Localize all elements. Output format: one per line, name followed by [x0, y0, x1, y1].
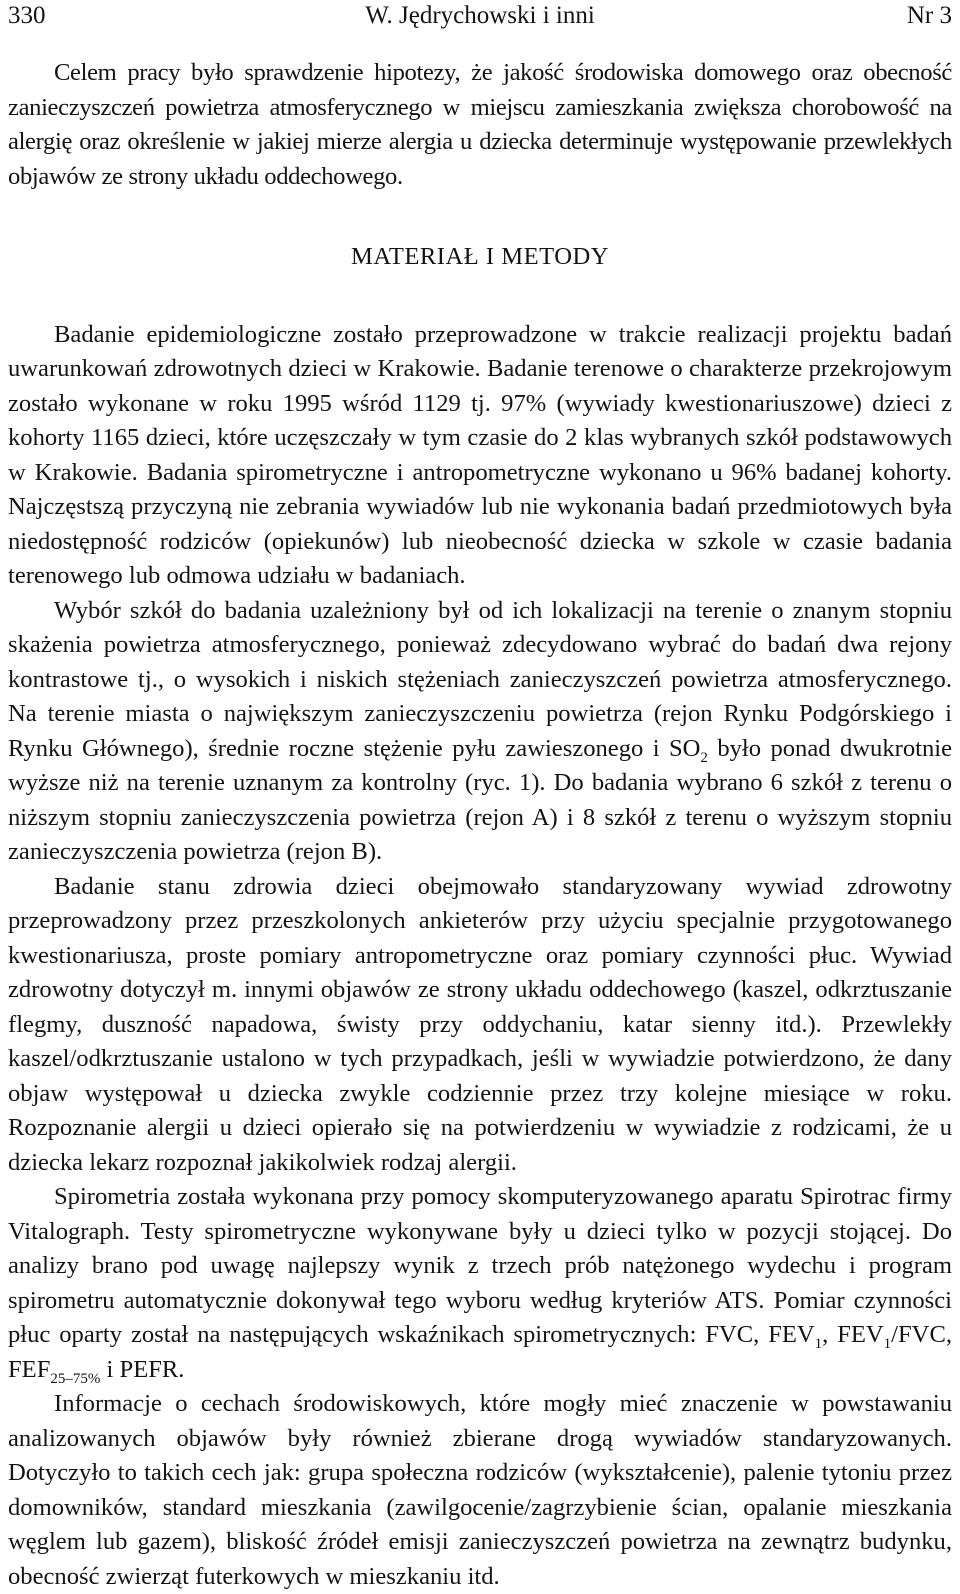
subscript: 1 [883, 1335, 892, 1352]
paragraph-health-survey: Badanie stanu zdrowia dzieci obejmowało standaryzowany wywiad zdrowotny przeprowadzony przez przeszkolonych ankieterów przy użyciu specjalnie przygotowanego kwestionariusza, proste pomiary antropometryczne oraz pomiary czynności płuc. Wywiad zdrowotny dotyczył m. innymi objawów ze strony układu oddechowego (kaszel, odkrztuszanie flegmy, duszność napadowa, świsty przy oddychaniu, katar sienny itd.). Przewlekły kaszel/odkrztuszanie ustalono w tych przypadkach, jeśli w wywiadzie potwierdzono, że dany objaw występował u dziecka zwykle codziennie przez trzy kolejne miesiące w roku. Rozpoznanie alergii u dzieci opierało się na potwierdzeniu w wywiadzie z rodzicami, że u dziecka lekarz rozpoznał jakikolwiek rodzaj alergii. [8, 872, 952, 1176]
paragraph-text: /FVC, FEF [8, 1321, 952, 1383]
paragraph-spirometry [8, 1180, 952, 1387]
running-header [8, 0, 952, 34]
page-number: 330 [8, 2, 46, 29]
paragraph-text: Wybór szkół do badania uzależniony był od ich lokalizacji na terenie o znanym stopniu skażenia powietrza atmosferycznego, ponieważ zdecydowano wybrać do badań dwa rejony kontrastowe tj., o wysokich i niskich stężeniach zanieczyszczeń powietrza atmosferycznego. Na terenie miasta o największym zanieczyszczeniu powietrza (rejon Rynku Podgórskiego i Rynku Głównego), średnie roczne stężenie pyłu zawieszonego i SO [8, 596, 952, 762]
article-body [8, 56, 952, 1594]
paragraph-text: było ponad dwukrotnie wyższe niż na terenie uznanym za kontrolny (ryc. 1). Do badania wybrano 6 szkół z terenu o niższym stopniu zanieczyszczenia powietrza (rejon A) i 8 szkół z terenu o wyższym stopniu zanieczyszczenia powietrza (rejon B). [8, 734, 952, 865]
paragraph-text: i PEFR. [100, 1355, 185, 1383]
subscript: 1 [814, 1335, 823, 1352]
paragraph-text: , FEV [822, 1321, 884, 1348]
subscript: 25–75% [50, 1370, 101, 1387]
subscript: 2 [700, 749, 708, 766]
section-heading: MATERIAŁ I METODY [350, 243, 610, 270]
intro-paragraph: Celem pracy było sprawdzenie hipotezy, że jakość środowiska domowego oraz obecność zanieczyszczeń powietrza atmosferycznego w miejscu zamieszkania zwiększa chorobowość na alergię oraz określenie w jakiej mierze alergia u dziecka determinuje występowanie przewlekłych objawów ze strony układu oddechowego. [8, 59, 952, 190]
paragraph-text: Spirometria została wykonana przy pomocy skomputeryzowanego aparatu Spirotrac firmy Vitalograph. Testy spirometryczne wykonywane były u dzieci tylko w pozycji stojącej. Do analizy brano pod uwagę najlepszy wynik z trzech prób natężonego wydechu i program spirometru automatycznie dokonywał tego wyboru według kryteriów ATS. Pomiar czynności płuc oparty został na następujących wskaźnikach spirometrycznych: FVC, FEV [8, 1183, 952, 1348]
issue-number: Nr 3 [906, 2, 952, 29]
paragraph-environmental-factors: Informacje o cechach środowiskowych, które mogły mieć znaczenie w powstawaniu analizowanych objawów były również zbierane drogą wywiadów standaryzowanych. Dotyczyło to takich cech jak: grupa społeczna rodziców (wykształcenie), palenie tytoniu przez domowników, standard mieszkania (zawilgocenie/zagrzybienie ścian, opalanie mieszkania węglem lub gazem), bliskość źródeł emisji zanieczyszczeń powietrza na zewnątrz budynku, obecność zwierząt futerkowych w mieszkaniu itd. [8, 1390, 952, 1590]
paragraph-study-design: Badanie epidemiologiczne zostało przeprowadzone w trakcie realizacji projektu badań uwarunkowań zdrowotnych dzieci w Krakowie. Badanie terenowe o charakterze przekrojowym zostało wykonane w roku 1995 wśród 1129 tj. 97% (wywiady kwestionariuszowe) dzieci z kohorty 1165 dzieci, które uczęszczały w tym czasie do 2 klas wybranych szkół podstawowych w Krakowie. Badania spirometryczne i antropometryczne wykonano u 96% badanej kohorty. Najczęstszą przyczyną nie zebrania wywiadów lub nie wykonania badań przedmiotowych była niedostępność rodziców (opiekunów) lub nieobecność dziecka w szkole w czasie badania terenowego lub odmowa udziału w badaniach. [8, 320, 952, 589]
running-header-authors: W. Jędrychowski i inni [365, 2, 595, 29]
paragraph-school-selection [8, 594, 952, 870]
